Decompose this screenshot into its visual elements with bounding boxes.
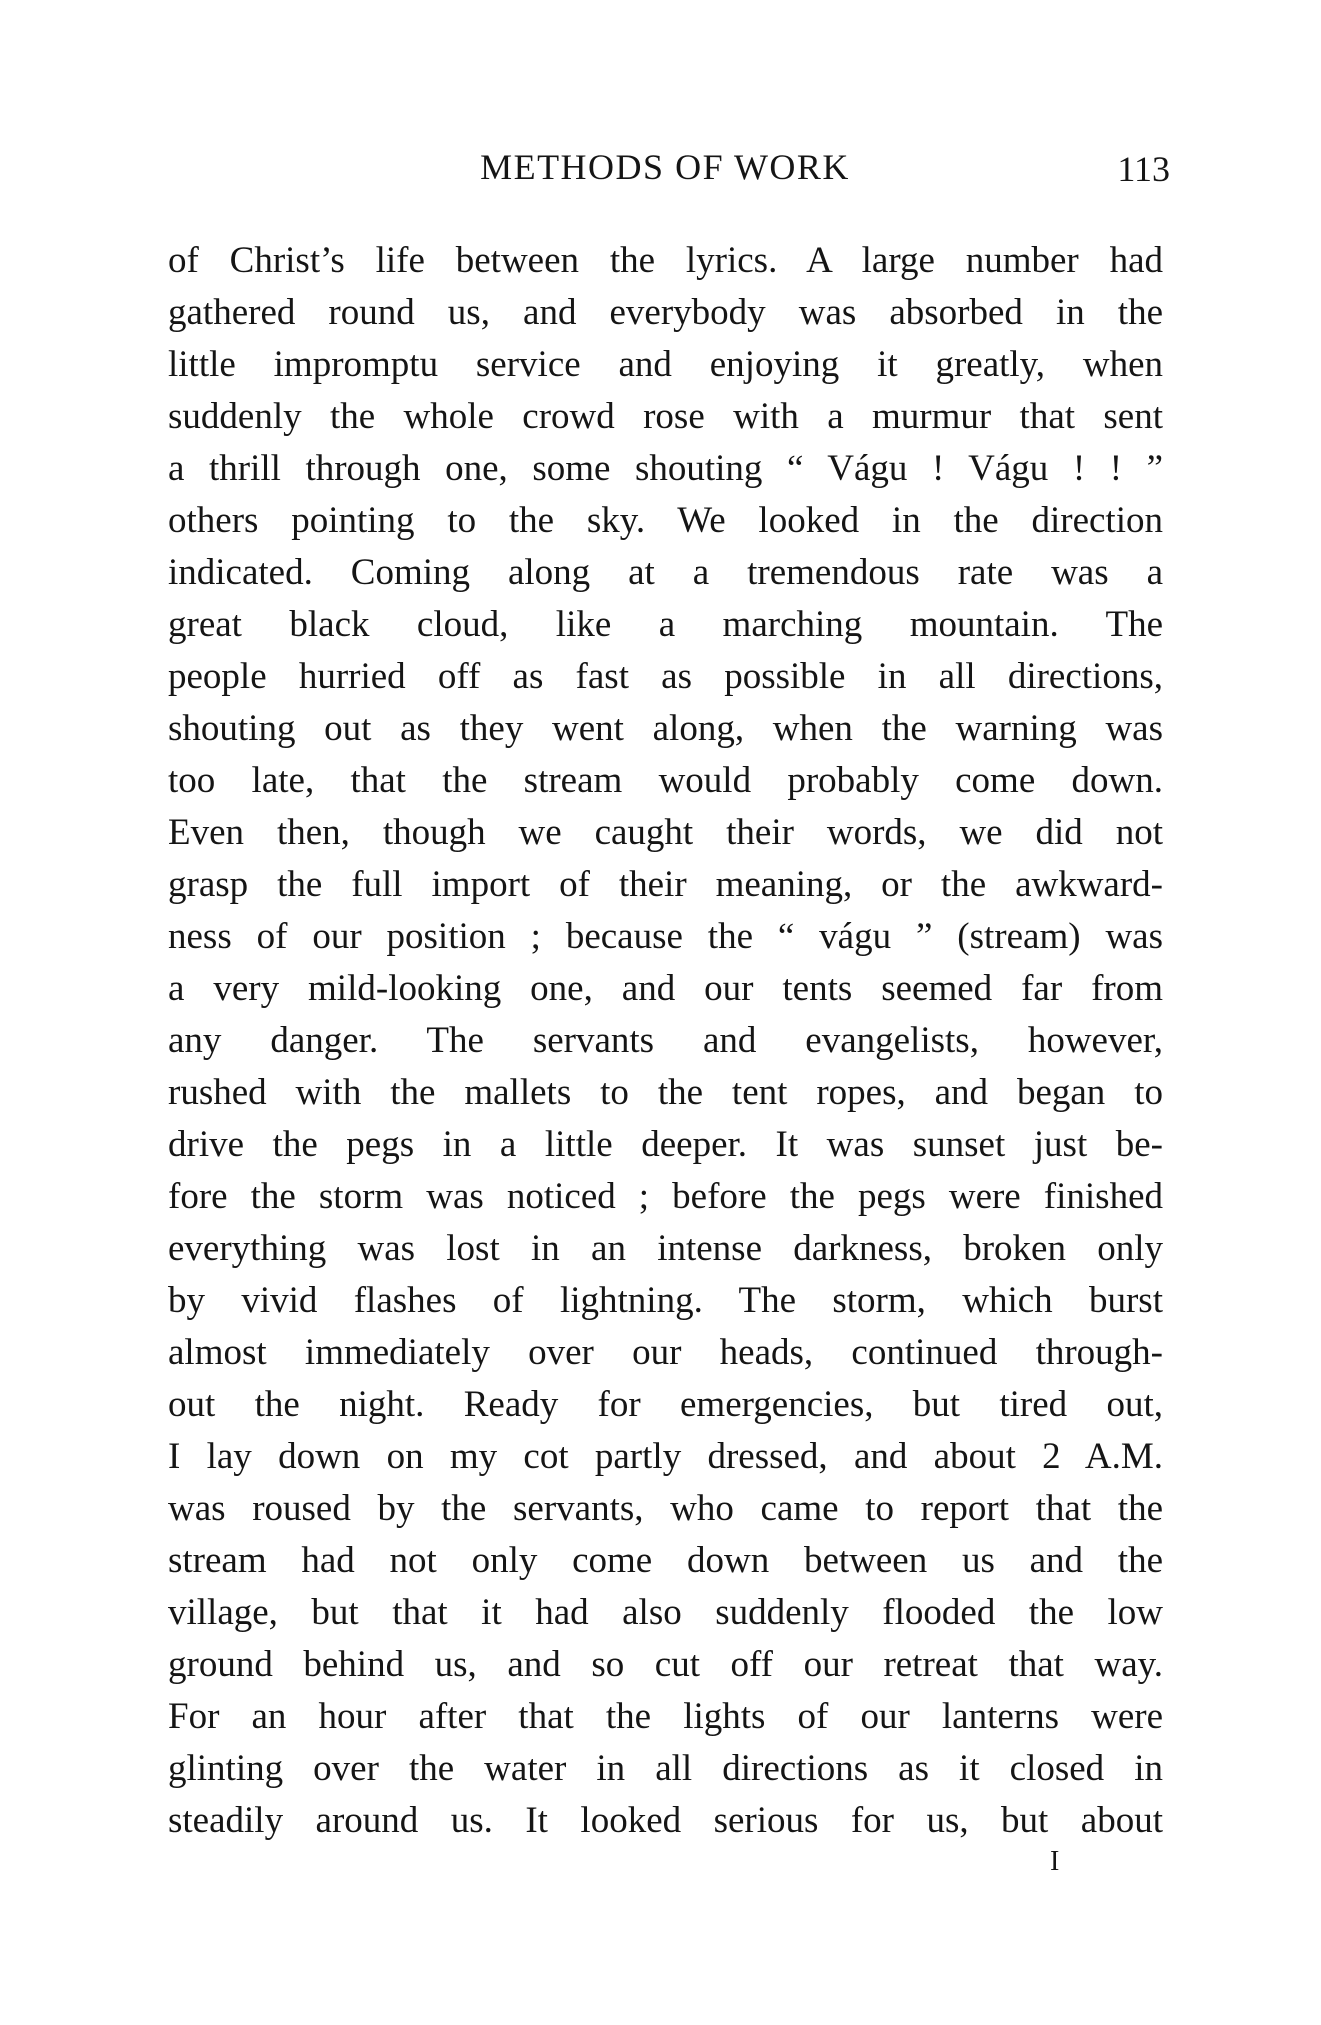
text-line: stream had not only come down between us and the (168, 1540, 1163, 1581)
text-line: little impromptu service and enjoying it greatly, when (168, 344, 1163, 385)
text-line: grasp the full import of their meaning, or the awkward- (168, 864, 1163, 905)
text-line: any danger. The servants and evangelists, however, (168, 1020, 1163, 1061)
text-line: shouting out as they went along, when the warning was (168, 708, 1163, 749)
text-line: rushed with the mallets to the tent ropes, and began to (168, 1072, 1163, 1113)
text-line: a thrill through one, some shouting “ Vágu ! Vágu ! ! ” (168, 448, 1163, 489)
running-head (160, 146, 1170, 196)
text-line: others pointing to the sky. We looked in the direction (168, 500, 1163, 541)
text-line: almost immediately over our heads, continued through- (168, 1332, 1163, 1373)
signature-mark: I (1050, 1846, 1060, 1877)
text-line: great black cloud, like a marching mountain. The (168, 604, 1163, 645)
text-line: out the night. Ready for emergencies, but tired out, (168, 1384, 1163, 1425)
text-line: ness of our position ; because the “ vágu ” (stream) was (168, 916, 1163, 957)
text-line: Even then, though we caught their words, we did not (168, 812, 1163, 853)
text-line: a very mild-looking one, and our tents seemed far from (168, 968, 1163, 1009)
text-line: I lay down on my cot partly dressed, and about 2 A.M. (168, 1436, 1163, 1477)
text-line: drive the pegs in a little deeper. It was sunset just be- (168, 1124, 1163, 1165)
text-line: indicated. Coming along at a tremendous rate was a (168, 552, 1163, 593)
text-line: fore the storm was noticed ; before the pegs were finished (168, 1176, 1163, 1217)
text-line: steadily around us. It looked serious for us, but about (168, 1800, 1163, 1841)
text-line: For an hour after that the lights of our lanterns were (168, 1696, 1163, 1737)
text-line: by vivid flashes of lightning. The storm, which burst (168, 1280, 1163, 1321)
body-text (168, 235, 1163, 1847)
text-line: too late, that the stream would probably come down. (168, 760, 1163, 801)
page-number: 113 (1117, 149, 1170, 189)
text-line: was roused by the servants, who came to report that the (168, 1488, 1163, 1529)
text-line: village, but that it had also suddenly flooded the low (168, 1592, 1163, 1633)
text-line: ground behind us, and so cut off our retreat that way. (168, 1644, 1163, 1685)
text-line: people hurried off as fast as possible in all directions, (168, 656, 1163, 697)
text-line: of Christ’s life between the lyrics. A large number had (168, 240, 1163, 281)
text-line: everything was lost in an intense darkness, broken only (168, 1228, 1163, 1269)
text-line: glinting over the water in all directions as it closed in (168, 1748, 1163, 1789)
text-line: gathered round us, and everybody was absorbed in the (168, 292, 1163, 333)
text-line: suddenly the whole crowd rose with a murmur that sent (168, 396, 1163, 437)
running-title: METHODS OF WORK (480, 147, 850, 187)
